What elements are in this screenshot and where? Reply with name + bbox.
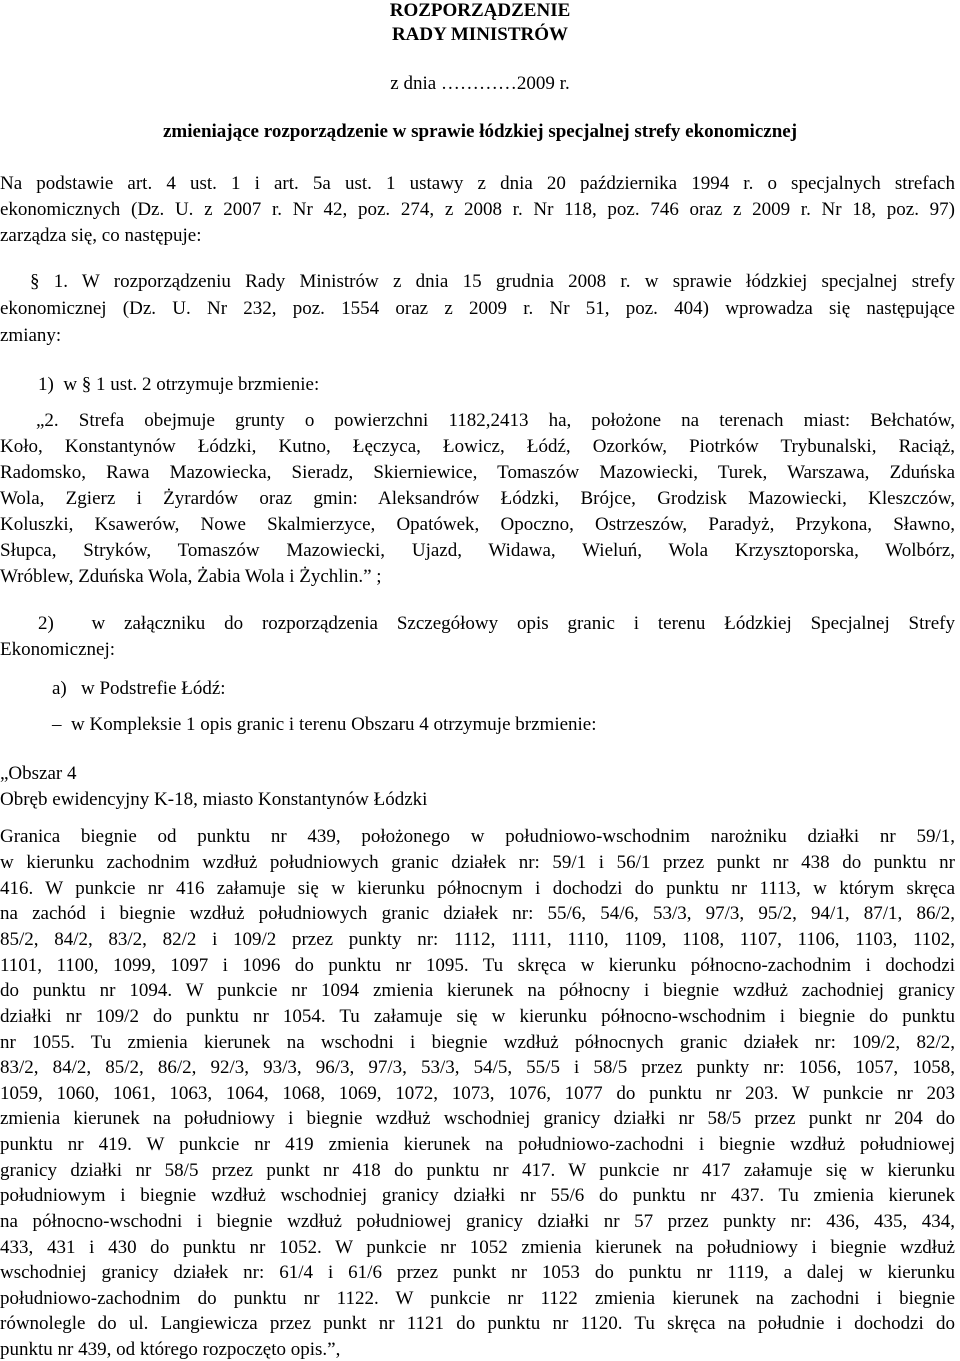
preamble-line: ekonomicznych (Dz. U. z 2007 r. Nr 42, poz. 274, z 2008 r. Nr 118, poz. 746 oraz z 2009 r. Nr 18, poz. 97) bbox=[0, 199, 955, 220]
body-line: równolegle do ul. Langiewicza przez punkt nr 1121 do punktu nr 1120. Tu skręca na południe i dochodzi do bbox=[0, 1313, 955, 1334]
preamble-line: zarządza się, co następuje: bbox=[0, 225, 202, 246]
body-line: południowo-zachodnim do punktu nr 1122. W punkcie nr 1122 zmienia kierunek na zachodni i biegnie bbox=[0, 1288, 955, 1309]
quote-line: Radomsko, Rawa Mazowiecka, Sieradz, Skierniewice, Tomaszów Mazowiecki, Turek, Warszawa, Zduńska bbox=[0, 462, 955, 483]
body-line: na północno-wschodni i biegnie wzdłuż południowej granicy działki nr 57 przez punkty nr: 436, 435, 434, bbox=[0, 1211, 955, 1232]
body-line: wschodniej granicy działek nr: 61/4 i 61/6 przez punkt nr 1053 do punktu nr 1119, a dalej w kierunku bbox=[0, 1262, 955, 1283]
point-2-line: 2) w załączniku do rozporządzenia Szczegółowy opis granic i terenu Łódzkiej Specjalnej Strefy bbox=[38, 613, 955, 634]
date-line: z dnia …………2009 r. bbox=[390, 73, 570, 94]
body-line: 1101, 1100, 1099, 1097 i 1096 do punktu nr 1095. Tu skręca w kierunku północno-zachodnim i dochodzi bbox=[0, 955, 955, 976]
body-line: punktu nr 439, od którego rozpoczęto opis.”, bbox=[0, 1339, 341, 1360]
preamble-line: Na podstawie art. 4 ust. 1 i art. 5a ust. 1 ustawy z dnia 20 października 1994 r. o specjalnych strefach bbox=[0, 173, 955, 194]
quote-line: Wróblew, Zduńska Wola, Żabia Wola i Żychlin.” ; bbox=[0, 566, 382, 587]
body-line: działki nr 109/2 do punktu nr 1054. Tu załamuje się w kierunku północno-wschodnim i biegnie do punktu bbox=[0, 1006, 955, 1027]
paragraph-1-line: § 1. W rozporządzeniu Rady Ministrów z dnia 15 grudnia 2008 r. w sprawie łódzkiej specjalnej strefy bbox=[30, 271, 955, 292]
quote-line: Koluszki, Ksawerów, Nowe Skalmierzyce, Opatówek, Opoczno, Ostrzeszów, Paradyż, Przykona, Sławno, bbox=[0, 514, 955, 535]
point-1: 1) w § 1 ust. 2 otrzymuje brzmienie: bbox=[38, 374, 320, 395]
dash-item: – w Kompleksie 1 opis granic i terenu Obszaru 4 otrzymuje brzmienie: bbox=[52, 714, 597, 735]
paragraph-1-line: zmiany: bbox=[0, 325, 62, 346]
area-subtitle: Obręb ewidencyjny K-18, miasto Konstantynów Łódzki bbox=[0, 789, 428, 810]
body-line: 1059, 1060, 1061, 1063, 1064, 1068, 1069, 1072, 1073, 1076, 1077 do punktu nr 203. W punkcie nr 203 bbox=[0, 1083, 955, 1104]
subpoint-a: a) w Podstrefie Łódź: bbox=[52, 678, 226, 699]
body-line: zmienia kierunek na południowy i biegnie wzdłuż wschodniej granicy działki nr 58/5 przez punkt nr 204 do bbox=[0, 1108, 955, 1129]
body-line: granicy działki nr 58/5 przez punkt nr 418 do punktu nr 417. W punkcie nr 417 załamuje się w kierunku bbox=[0, 1160, 955, 1181]
body-line: na zachód i biegnie wzdłuż południowych granic działek nr: 55/6, 54/6, 53/3, 97/3, 95/2, 94/1, 87/1, 86/2, bbox=[0, 903, 955, 924]
body-line: 83/2, 84/2, 85/2, 86/2, 92/3, 93/3, 96/3, 97/3, 53/3, 54/5, 55/5 i 58/5 przez punkty nr: 1056, 1057, 1058, bbox=[0, 1057, 955, 1078]
title-line-1: ROZPORZĄDZENIE bbox=[389, 0, 571, 21]
body-line: do punktu nr 1094. W punkcie nr 1094 zmienia kierunek na północny i biegnie wzdłuż zachodniej granicy bbox=[0, 980, 955, 1001]
quote-line: Słupca, Stryków, Tomaszów Mazowiecki, Ujazd, Widawa, Wieluń, Wola Krzysztoporska, Wolbórz, bbox=[0, 540, 955, 561]
subject-line: zmieniające rozporządzenie w sprawie łódzkiej specjalnej strefy ekonomicznej bbox=[162, 121, 798, 142]
body-line: nr 1055. Tu zmienia kierunek na wschodni i biegnie wzdłuż północnych granic działek nr: 109/2, 82/2, bbox=[0, 1032, 955, 1053]
quote-line: Wola, Zgierz i Żyrardów oraz gmin: Aleksandrów Łódzki, Brójce, Grodzisk Mazowiecki, Kleszczów, bbox=[0, 488, 955, 509]
body-line: 416. W punkcie nr 416 załamuje się w kierunku północnym i dochodzi do punktu nr 1113, w którym skręca bbox=[0, 878, 955, 899]
body-line: punktu nr 419. W punkcie nr 419 zmienia kierunek na południowo-zachodni i biegnie wzdłuż południowej bbox=[0, 1134, 955, 1155]
area-title: „Obszar 4 bbox=[0, 763, 77, 784]
body-line: Granica biegnie od punktu nr 439, położonego w południowo-wschodnim narożniku działki nr 59/1, bbox=[0, 826, 955, 847]
body-line: południowym i biegnie wzdłuż wschodniej granicy działki nr 55/6 do punktu nr 437. Tu zmienia kierunek bbox=[0, 1185, 955, 1206]
body-line: 433, 431 i 430 do punktu nr 1052. W punkcie nr 1052 zmienia kierunek na południowy i biegnie wzdłuż bbox=[0, 1237, 955, 1258]
paragraph-1-line: ekonomicznej (Dz. U. Nr 232, poz. 1554 oraz z 2009 r. Nr 51, poz. 404) wprowadza się następujące bbox=[0, 298, 955, 319]
quote-line: Koło, Konstantynów Łódzki, Kutno, Łęczyca, Łowicz, Łódź, Ozorków, Piotrków Trybunalski, Raciąż, bbox=[0, 436, 955, 457]
body-line: w kierunku zachodnim wzdłuż południowych granic działek nr: 59/1 i 56/1 przez punkt nr 438 do punktu nr bbox=[0, 852, 955, 873]
quote-line: „2. Strefa obejmuje grunty o powierzchni 1182,2413 ha, położone na terenach miast: Bełchatów, bbox=[36, 410, 955, 431]
body-line: 85/2, 84/2, 83/2, 82/2 i 109/2 przez punkty nr: 1112, 1111, 1110, 1109, 1108, 1107, 1106, 1103, 1102, bbox=[0, 929, 955, 950]
title-line-2: RADY MINISTRÓW bbox=[391, 24, 569, 45]
point-2-line: Ekonomicznej: bbox=[0, 639, 116, 660]
